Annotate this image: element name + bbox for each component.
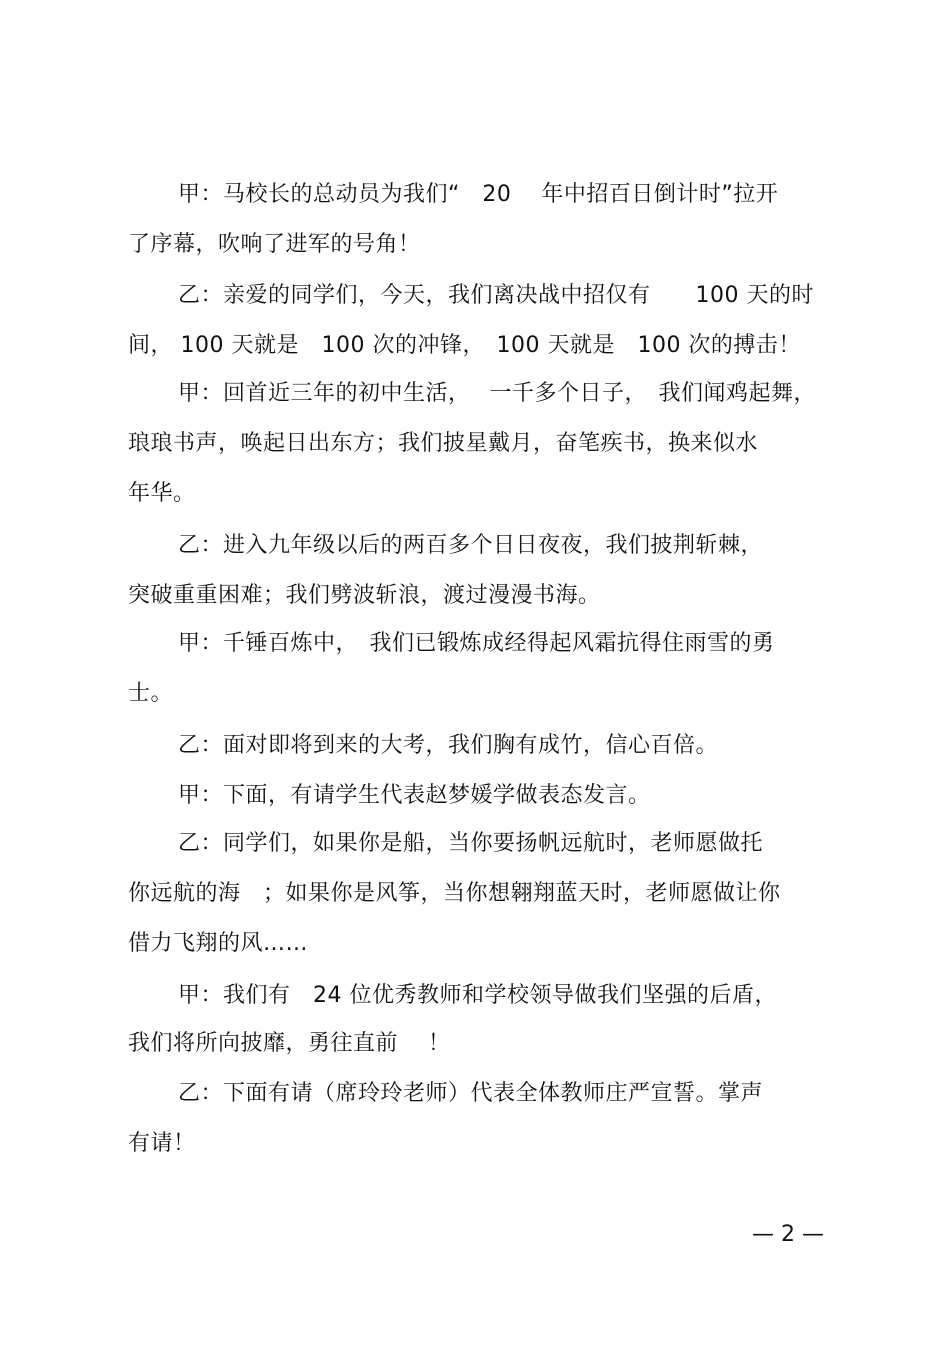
paragraph-line: 士。 — [128, 681, 174, 706]
paragraph-line: 你远航的海 ；如果你是风筝，当你想翱翔蓝天时，老师愿做让你 — [128, 881, 781, 906]
paragraph-line: 甲：千锤百炼中， 我们已锻炼成经得起风霜抗得住雨雪的勇 — [178, 631, 775, 656]
paragraph-line: 乙：下面有请（席玲玲老师）代表全体教师庄严宣誓。掌声 — [178, 1081, 764, 1106]
paragraph-line: 借力飞翔的风…… — [128, 931, 309, 956]
paragraph-line: 突破重重困难；我们劈波斩浪，渡过漫漫书海。 — [128, 583, 601, 608]
paragraph-line: 我们将所向披靡，勇往直前 ！ — [128, 1031, 451, 1056]
paragraph-line: 琅琅书声，唤起日出东方；我们披星戴月，奋笔疾书，换来似水 — [128, 431, 759, 456]
paragraph-line: 乙：面对即将到来的大考，我们胸有成竹，信心百倍。 — [178, 733, 719, 758]
paragraph-line: 了序幕，吹响了进军的号角！ — [128, 232, 421, 257]
paragraph-line: 年华。 — [128, 481, 196, 506]
paragraph-line: 有请！ — [128, 1131, 196, 1156]
paragraph-line: 甲：我们有 24 位优秀教师和学校领导做我们坚强的后盾， — [178, 983, 777, 1008]
paragraph-line: 乙：进入九年级以后的两百多个日日夜夜，我们披荆斩棘， — [178, 533, 764, 558]
paragraph-line: 甲：回首近三年的初中生活， 一千多个日子， 我们闻鸡起舞， — [178, 381, 816, 406]
paragraph-line: 乙：同学们，如果你是船，当你要扬帆远航时，老师愿做托 — [178, 831, 764, 856]
paragraph-line: 间， 100 天就是 100 次的冲锋， 100 天就是 100 次的搏击！ — [128, 333, 801, 358]
paragraph-line: 甲：马校长的总动员为我们“ 20 年中招百日倒计时”拉开 — [178, 182, 779, 207]
paragraph-line: 乙：亲爱的同学们，今天，我们离决战中招仅有 100 天的时 — [178, 283, 814, 308]
paragraph-line: 甲：下面，有请学生代表赵梦媛学做表态发言。 — [178, 783, 651, 808]
page-number: — 2 — — [752, 1222, 824, 1247]
